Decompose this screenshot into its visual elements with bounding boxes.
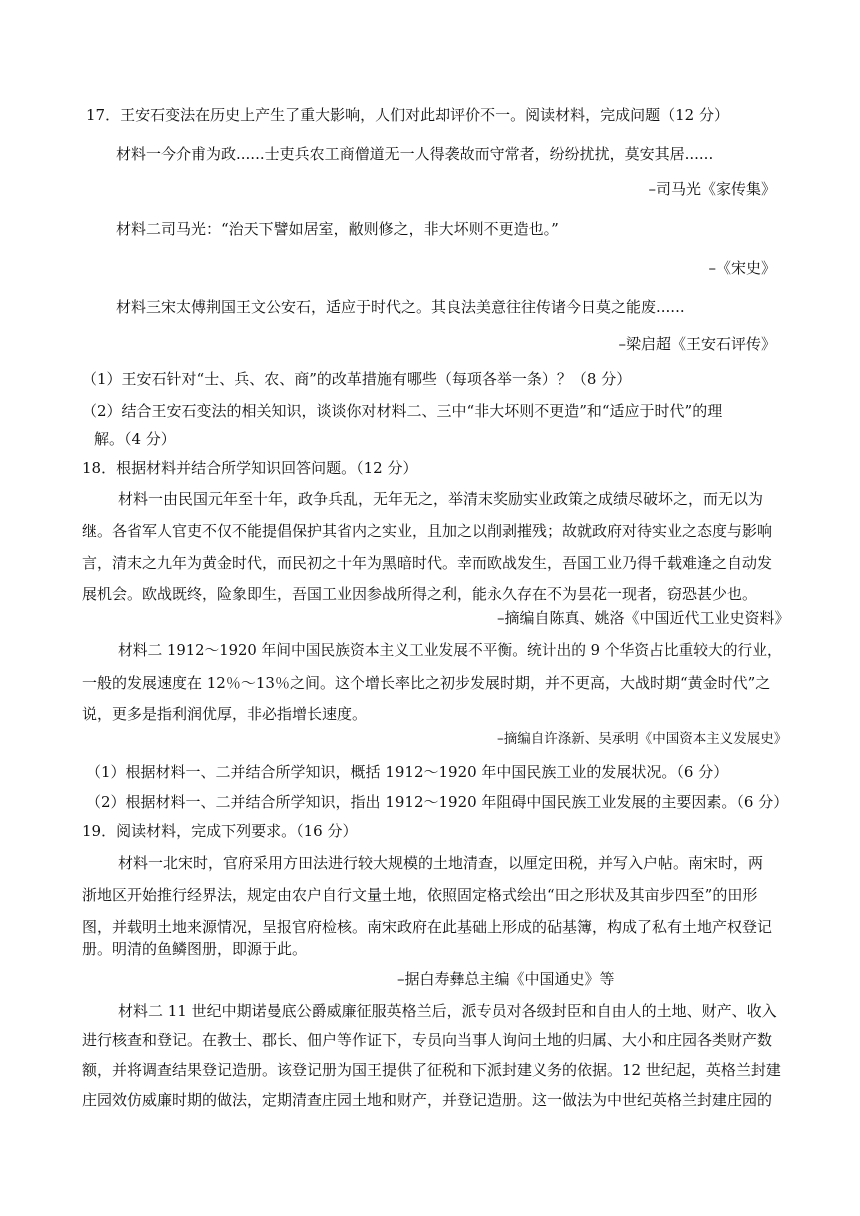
q19-material-2-line: 进行核查和登记。在教士、郡长、佃户等作证下，专员向当事人询问土地的归属、大小和庄园各类财产数	[82, 1031, 773, 1049]
q18-material-1-source: –摘编自陈真、姚洛《中国近代工业史资料》	[497, 609, 790, 627]
q19-title: 19．阅读材料，完成下列要求。（16 分）	[82, 822, 358, 840]
q18-material-1-line: 材料一由民国元年至十年，政争兵乱，无年无之，举清末奖励实业政策之成绩尽破坏之，而无以为	[118, 490, 764, 508]
q17-subquestion-2-line-1: （2）结合王安石变法的相关知识，谈谈你对材料二、三中“非大坏则不更造”和“适应于时代”的理	[82, 402, 723, 420]
q18-subquestion-1: （1）根据材料一、二并结合所学知识，概括 1912～1920 年中国民族工业的发展状况。（6 分）	[86, 763, 729, 781]
q19-material-1-line: 浙地区开始推行经界法，规定由农户自行文量土地，依照固定格式绘出“田之形状及其亩步四至”的田形	[82, 886, 758, 904]
q19-material-1-line: 材料一北宋时，官府采用方田法进行较大规模的土地清查，以厘定田税，并写入户帖。南宋时，两	[118, 854, 764, 872]
q17-material-3-source: –梁启超《王安石评传》	[618, 335, 776, 353]
q17-subquestion-2-line-2: 解。（4 分）	[94, 430, 176, 448]
q19-material-1-line: 册。明清的鱼鳞图册，即源于此。	[82, 940, 308, 958]
q17-material-1-source: –司马光《家传集》	[648, 180, 776, 198]
q19-material-1-source: –据白寿彝总主编《中国通史》等	[397, 970, 615, 988]
q18-material-1-line: 言，清末之九年为黄金时代，而民初之十年为黑暗时代。幸而欧战发生，吾国工业乃得千载难逢之自动发	[82, 554, 773, 572]
q17-material-2: 材料二司马光：“治天下譬如居室，敝则修之，非大坏则不更造也。”	[116, 220, 559, 238]
q18-material-2-line: 一般的发展速度在 12％～13％之间。这个增长率比之初步发展时期，并不更高，大战时期“黄金时代”之	[82, 674, 771, 692]
q18-title: 18．根据材料并结合所学知识回答问题。（12 分）	[82, 459, 418, 477]
q18-material-1-line: 展机会。欧战既终，险象即生，吾国工业因参战所得之利，能永久存在不为昙花一现者，窃恐甚少也。	[82, 585, 758, 603]
q17-material-1: 材料一今介甫为政......士吏兵农工商僧道无一人得袭故而守常者，纷纷扰扰，莫安其居......	[116, 145, 714, 163]
q19-material-1-line: 图，并载明土地来源情况，呈报官府检核。南宋政府在此基础上形成的砧基簿，构成了私有土地产权登记	[82, 918, 773, 936]
q17-material-3: 材料三宋太傅荆国王文公安石，适应于时代之。其良法美意往往传诸今日莫之能废......	[116, 298, 685, 316]
q17-subquestion-1: （1）王安石针对“士、兵、农、商”的改革措施有哪些（每项各举一条）？（8 分）	[82, 370, 632, 388]
q17-title: 17．王安石变法在历史上产生了重大影响，人们对此却评价不一。阅读材料，完成问题（12 分）	[86, 106, 729, 124]
q17-material-2-source: –《宋史》	[708, 259, 776, 277]
q19-material-2-line: 庄园效仿威廉时期的做法，定期清查庄园土地和财产，并登记造册。这一做法为中世纪英格兰封建庄园的	[82, 1091, 773, 1109]
q19-material-2-line: 材料二 11 世纪中期诺曼底公爵威廉征服英格兰后，派专员对各级封臣和自由人的土地、财产、收入	[118, 1002, 777, 1020]
q18-subquestion-2: （2）根据材料一、二并结合所学知识，指出 1912～1920 年阻碍中国民族工业发展的主要因素。（6 分）	[86, 793, 789, 811]
q18-material-1-line: 继。各省军人官吏不仅不能提倡保护其省内之实业，且加之以削剥摧残；故就政府对待实业之态度与影响	[82, 522, 773, 540]
q18-material-2-line: 说，更多是指利润优厚，非必指增长速度。	[82, 705, 368, 723]
q19-material-2-line: 额，并将调查结果登记造册。该登记册为国王提供了征税和下派封建义务的依据。12 世纪起，英格兰封建	[82, 1061, 781, 1079]
q18-material-2-line: 材料二 1912～1920 年间中国民族资本主义工业发展不平衡。统计出的 9 个华资占比重较大的行业，	[118, 642, 782, 659]
q18-material-2-source: –摘编自许涤新、吴承明《中国资本主义发展史》	[497, 731, 788, 747]
